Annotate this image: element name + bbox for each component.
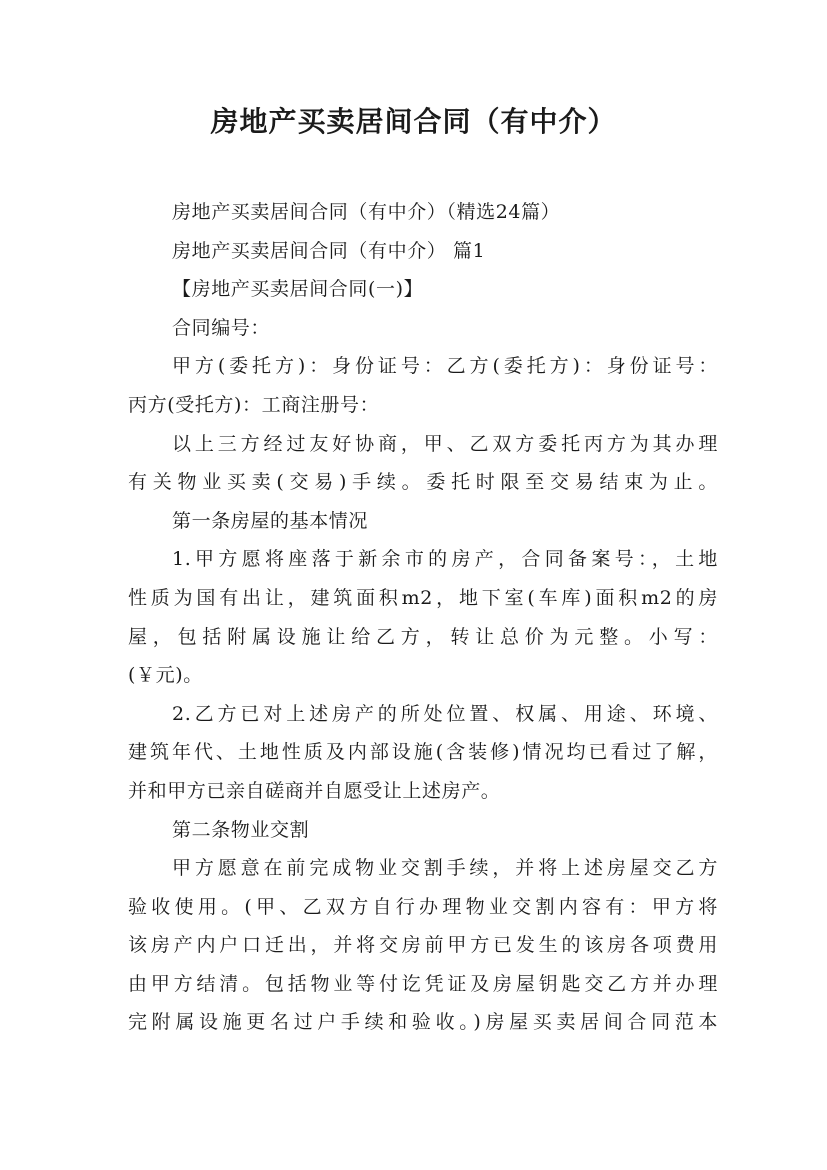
subtitle-line: 房地产买卖居间合同（有中介）（精选24篇） <box>172 201 561 223</box>
paragraph-line: 性质为国有出让，建筑面积m2，地下室(车库)面积m2的房 <box>128 586 718 609</box>
paragraph-line: (￥元)。 <box>128 664 203 687</box>
paragraph-line: 验收使用。(甲、乙双方自行办理物业交割内容有：甲方将 <box>128 895 718 918</box>
document-title: 房地产买卖居间合同（有中介） <box>210 105 617 138</box>
contract-heading: 【房地产买卖居间合同(一)】 <box>172 278 424 301</box>
paragraph-line: 甲方愿意在前完成物业交割手续，并将上述房屋交乙方 <box>172 857 718 880</box>
paragraph-line: 并和甲方已亲自磋商并自愿受让上述房产。 <box>128 779 501 802</box>
section-heading: 房地产买卖居间合同（有中介） 篇1 <box>172 239 486 262</box>
party-line: 甲方(委托方)：身份证号：乙方(委托方)：身份证号： <box>172 355 718 378</box>
paragraph-line: 有关物业买卖(交易)手续。委托时限至交易结束为止。 <box>128 471 718 494</box>
article-heading: 第一条房屋的基本情况 <box>172 509 369 532</box>
document-body <box>128 193 718 1042</box>
paragraph-line: 屋，包括附属设施让给乙方，转让总价为元整。小写： <box>128 625 718 648</box>
paragraph-line: 建筑年代、土地性质及内部设施(含装修)情况均已看过了解， <box>128 741 718 764</box>
paragraph-line: 完附属设施更名过户手续和验收。)房屋买卖居间合同范本 <box>128 1011 718 1034</box>
paragraph-line: 2.乙方已对上述房产的所处位置、权属、用途、环境、 <box>172 702 718 725</box>
contract-number-line: 合同编号： <box>172 316 271 339</box>
paragraph-line: 1.甲方愿将座落于新余市的房产，合同备案号：，土地 <box>172 548 718 571</box>
paragraph-line: 该房产内户口迁出，并将交房前甲方已发生的该房各项费用 <box>128 934 718 957</box>
article-heading: 第二条物业交割 <box>172 818 310 841</box>
party-line: 丙方(受托方)：工商注册号： <box>128 393 380 416</box>
paragraph-line: 由甲方结清。包括物业等付讫凭证及房屋钥匙交乙方并办理 <box>128 972 718 995</box>
paragraph-line: 以上三方经过友好协商，甲、乙双方委托丙方为其办理 <box>172 432 718 455</box>
